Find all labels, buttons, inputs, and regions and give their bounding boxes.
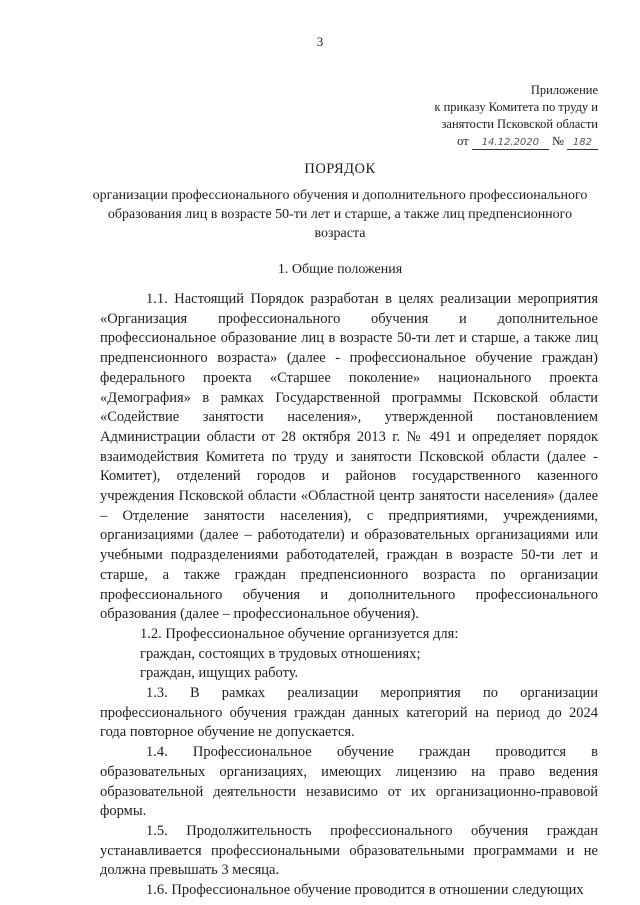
paragraph-1-2: 1.2. Профессиональное обучение организуется для: xyxy=(140,625,459,642)
paragraph-1-4: 1.4. Профессиональное обучение граждан проводится в образовательных организациях, имеющих лицензию на право ведения образовательной деятельности независимо от их организационно-правовой формы. xyxy=(100,744,598,820)
list-item: граждан, состоящих в трудовых отношениях; xyxy=(140,645,421,662)
document-body xyxy=(100,290,598,901)
handwritten-number: 182 xyxy=(567,137,598,150)
document-subtitle: организации профессионального обучения и дополнительного профессионального образования лиц в возрасте 50-ти лет и старше, а также лиц предпенсионного возраста xyxy=(92,188,588,241)
appendix-line-1: Приложение xyxy=(530,83,598,97)
document-title-block xyxy=(92,160,588,243)
handwritten-date: 14.12.2020 xyxy=(472,137,549,150)
appendix-line-3: занятости Псковской области xyxy=(441,117,598,131)
section-heading: 1. Общие положения xyxy=(277,262,403,277)
paragraph-1-5: 1.5. Продолжительность профессионального обучения граждан устанавливается профессиональными образовательными программами и не должна превышать 3 месяца. xyxy=(100,822,598,879)
appendix-line-2: к приказу Комитета по труду и xyxy=(434,100,598,114)
list-item: граждан, ищущих работу. xyxy=(140,665,299,682)
date-prefix: от xyxy=(457,134,469,148)
paragraph-1-6: 1.6. Профессиональное обучение проводится в отношении следующих xyxy=(146,882,584,899)
page-number: 3 xyxy=(316,34,324,49)
appendix-block xyxy=(434,82,598,150)
appendix-date-line xyxy=(457,133,598,150)
document-title: ПОРЯДОК xyxy=(304,161,376,177)
paragraph-1-3: 1.3. В рамках реализации мероприятия по организации профессионального обучения граждан данных категорий на период до 2024 года повторное обучение не допускается. xyxy=(100,685,598,741)
number-prefix: № xyxy=(551,134,564,148)
paragraph-1-1: 1.1. Настоящий Порядок разработан в целях реализации мероприятия «Организация профессионального обучения и дополнительное профессиональное образование лиц в возрасте 50-ти лет и старше, а также лиц предпенсионного возраста» (далее - профессиональное обучение граждан) федерального проекта «Старшее поколение» национального проекта «Демография» в рамках Государственной программы Псковской области «Содействие занятости населения», утвержденной постановлением Администрации области от 28 октября 2013 г. № 491 и определяет порядок взаимодействия Комитета по труду и занятости Псковской области (далее - Комитет), отделений городов и районов государственного казенного учреждения Псковской области «Областной центр занятости населения» (далее – Отделение занятости населения), с предприятиями, учреждениями, организациями (далее – работодатели) и образовательных организациями или учебными подразделениями работодателей, граждан в возрасте 50-ти лет и старше, а также граждан предпенсионного возраста по организации профессионального обучения и дополнительного профессионального образования (далее – профессиональное обучения). xyxy=(100,291,598,623)
